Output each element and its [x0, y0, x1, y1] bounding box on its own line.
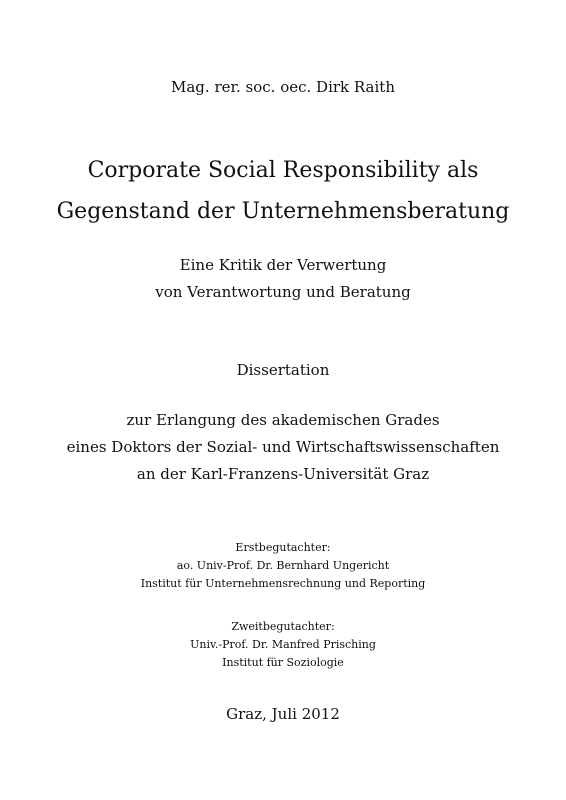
first-reviewer-name: ao. Univ-Prof. Dr. Bernhard Ungericht: [176, 559, 390, 572]
place-and-date: Graz, Juli 2012: [226, 705, 340, 723]
second-reviewer-institute: Institut für Soziologie: [222, 656, 344, 669]
first-reviewer-role: Erstbegutachter:: [235, 541, 331, 554]
author-name: Mag. rer. soc. oec. Dirk Raith: [171, 78, 395, 96]
purpose-line-2: eines Doktors der Sozial- und Wirtschaftswissenschaften: [66, 438, 500, 456]
second-reviewer-role: Zweitbegutachter:: [231, 620, 335, 633]
document-type: Dissertation: [236, 361, 330, 379]
purpose-line-3: an der Karl-Franzens-Universität Graz: [136, 465, 430, 483]
subtitle-line-1: Eine Kritik der Verwertung: [179, 256, 387, 274]
title-line-2: Gegenstand der Unternehmensberatung: [56, 199, 510, 224]
second-reviewer-name: Univ.-Prof. Dr. Manfred Prisching: [190, 638, 376, 651]
subtitle-line-2: von Verantwortung und Beratung: [155, 283, 411, 301]
first-reviewer-institute: Institut für Unternehmensrechnung und Reporting: [140, 577, 426, 590]
purpose-line-1: zur Erlangung des akademischen Grades: [126, 411, 440, 429]
title-line-1: Corporate Social Responsibility als: [87, 158, 479, 183]
